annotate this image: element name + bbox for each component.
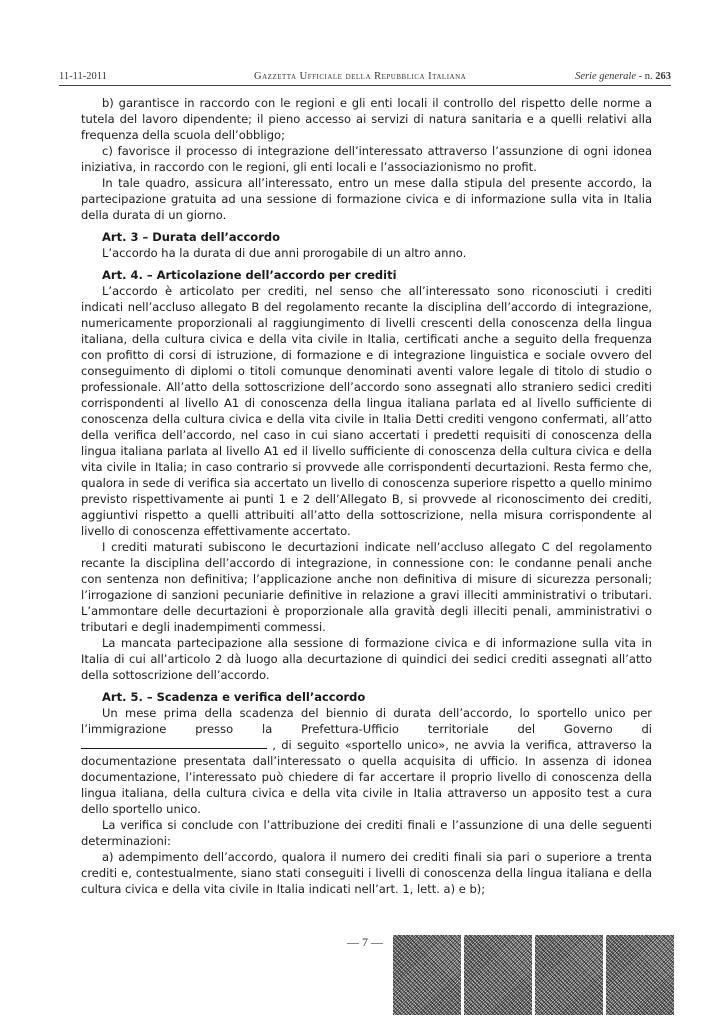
art3-paragraph: L’accordo ha la durata di due anni prorogabile di un altro anno. [102,246,467,260]
art4-paragraph-2: I crediti maturati subiscono le decurtazioni indicate nell’accluso allegato C del regolamento recante la disciplina dell’accordo di integrazione, in connessione con: le condanne penali anche con sentenza non definitiva; l’applicazione anche non definitiva di misure di sicurezza personali; l’irrogazione di sanzioni pecuniarie definitive in relazione a gravi illeciti amministrativi o tributari. L’ammontare delle decurtazioni è proporzionale alla gravità degli illeciti penali, amministrativi o tributari e degli inadempimenti commessi. [81,540,652,634]
header-issue-number: 263 [655,71,671,82]
security-stamp-strip [393,935,675,1015]
header-series-label: Serie generale [575,71,636,82]
prefecture-blank-line [81,737,267,749]
paragraph-b: b) garantisce in raccordo con le regioni e gli enti locali il controllo del rispetto delle norme a tutela del lavoro dipendente; il pieno accesso ai servizi di natura sanitaria e a quelli relativi alla frequenza della scuola dell’obbligo; [81,96,652,142]
art5-paragraph-1-end: , di seguito «sportello unico», ne avvia la verifica, attraverso la documentazione presentata dall’interessato o quella acquisita di ufficio. In assenza di idonea documentazione, l’interessato può chiedere di far accertare il proprio livello di conoscenza della lingua italiana, della cultura civica e della vita civile in Italia attraverso un apposito test a cura dello sportello unico. [81,738,652,816]
paragraph-framework: In tale quadro, assicura all’interessato, entro un mese dalla stipula del presente accordo, la partecipazione gratuita ad una sessione di formazione civica e di informazione sulla vita in Italia della durata di un giorno. [81,176,652,222]
security-stamp [464,935,532,1015]
page-number: — 7 — [347,935,383,949]
header-series [575,71,671,82]
art5-paragraph-1-start: Un mese prima della scadenza del biennio di durata dell’accordo, lo sportello unico per l’immigrazione presso la Prefettura-Ufficio territoriale del Governo di [81,706,652,736]
art5-heading: Art. 5. – Scadenza e verifica dell’accordo [102,690,366,704]
document-body [81,95,652,897]
header-rule [59,85,671,86]
security-stamp [393,935,461,1015]
page-header [59,71,671,85]
art3-heading: Art. 3 – Durata dell’accordo [102,230,281,244]
paragraph-c: c) favorisce il processo di integrazione dell’interessato attraverso l’assunzione di ogni idonea iniziativa, in raccordo con le regioni, gli enti locali e l’associazionismo no profit. [81,144,652,174]
art5-paragraph-2: La verifica si conclude con l’attribuzione dei crediti finali e l’assunzione di una delle seguenti determinazioni: [81,818,652,848]
art4-paragraph-3: La mancata partecipazione alla sessione di formazione civica e di informazione sulla vita in Italia di cui all’articolo 2 dà luogo alla decurtazione di quindici dei sedici crediti assegnati all’atto della sottoscrizione dell’accordo. [81,636,652,682]
security-stamp [606,935,674,1015]
header-gazette-title: Gazzetta Ufficiale della Repubblica Italiana [254,71,467,82]
security-stamp [535,935,603,1015]
header-series-sep: - n. [636,71,656,82]
art5-paragraph-1 [81,705,652,817]
art5-paragraph-3: a) adempimento dell’accordo, qualora il numero dei crediti finali sia pari o superiore a trenta crediti e, contestualmente, siano stati conseguiti i livelli di conoscenza della lingua italiana e della cultura civica e della vita civile in Italia indicati nell’art. 1, lett. a) e b); [81,850,652,896]
art4-heading: Art. 4. – Articolazione dell’accordo per crediti [102,268,397,282]
header-date: 11-11-2011 [59,71,107,82]
art4-paragraph-1: L’accordo è articolato per crediti, nel senso che all’interessato sono riconosciuti i crediti indicati nell’accluso allegato B del regolamento recante la disciplina dell’accordo di integrazione, numericamente proporzionali al raggiungimento di livelli crescenti della conoscenza della lingua italiana, della cultura civica e della vita civile in Italia, certificati anche a seguito della frequenza con profitto di corsi di istruzione, di formazione e di integrazione linguistica e sociale ovvero del conseguimento di diplomi o titoli comunque denominati aventi valore legale di titolo di studio o professionale. All’atto della sottoscrizione dell’accordo sono assegnati allo straniero sedici crediti corrispondenti al livello A1 di conoscenza della lingua italiana parlata ed al livello sufficiente di conoscenza della cultura civica e della vita civile in Italia Detti crediti vengono confermati, all’atto della verifica dell’accordo, nel caso in cui siano accertati i predetti requisiti di conoscenza della lingua italiana parlata al livello A1 ed il livello sufficiente di conoscenza della cultura civica e della vita civile in Italia; in caso contrario si provvede alle corrispondenti decurtazioni. Resta fermo che, qualora in sede di verifica sia accertato un livello di conoscenza superiore rispetto a quello minimo previsto rispettivamente ai punti 1 e 2 dell’Allegato B, si provvede al riconoscimento dei crediti, aggiuntivi rispetto a quelli attribuiti all’atto della sottoscrizione, nella misura corrispondente al livello di conoscenza effettivamente accertato. [81,284,652,538]
